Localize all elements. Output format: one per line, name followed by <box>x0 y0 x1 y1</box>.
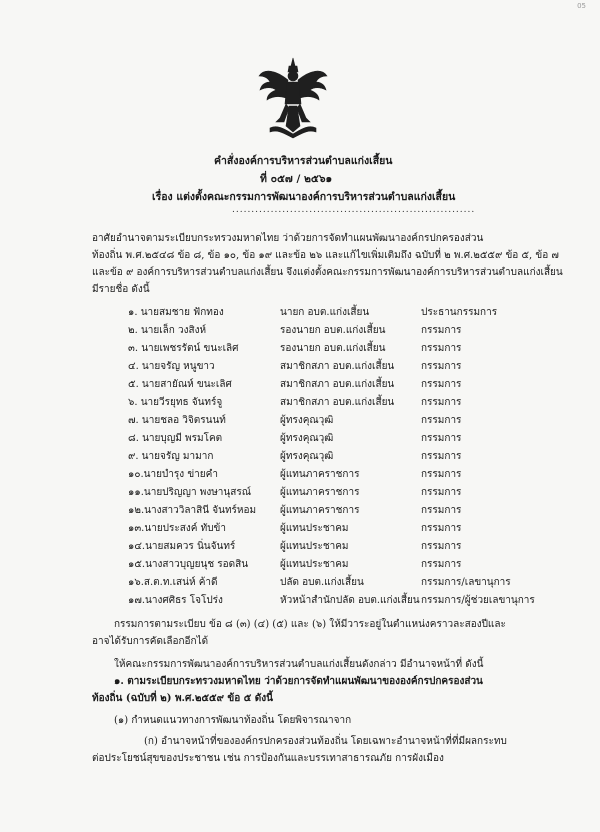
member-role: กรรมการ <box>421 559 462 570</box>
member-role: กรรมการ <box>421 415 462 426</box>
member-position: ผู้ทรงคุณวุฒิ <box>280 433 334 444</box>
member-name: ๑. นายสมชาย ฟักทอง <box>128 307 224 318</box>
member-position: สมาชิกสภา อบต.แก่งเสี้ยน <box>280 379 395 390</box>
member-role: กรรมการ <box>421 433 462 444</box>
member-position: ผู้ทรงคุณวุฒิ <box>280 415 334 426</box>
member-name: ๑๔.นายสมควร นิ่นจันทร์ <box>128 541 236 552</box>
member-name: ๑๕.นางสาวบุญยนุช รอดสิน <box>128 559 249 570</box>
member-role: กรรมการ <box>421 505 462 516</box>
member-role: กรรมการ <box>421 379 462 390</box>
member-role: กรรมการ <box>421 523 462 534</box>
term-line-1: กรรมการตามระเบียบ ข้อ ๘ (๓) (๔) (๕) และ (๖) ให้มีวาระอยู่ในตำแหน่งคราวละสองปีและ <box>114 619 506 630</box>
member-role: กรรมการ <box>421 541 462 552</box>
intro-line-3: และข้อ ๙ องค์การบริหารส่วนตำบลแก่งเสี้ยน จึงแต่งตั้งคณะกรรมการพัฒนาองค์การบริหารส่วนตำบลแก่งเสี้ยน <box>92 267 563 278</box>
term-line-2: อาจได้รับการคัดเลือกอีกได้ <box>92 636 209 647</box>
order-subject: เรื่อง แต่งตั้งคณะกรรมการพัฒนาองค์การบริหารส่วนตำบลแก่งเสี้ยน <box>152 191 456 203</box>
member-position: ผู้แทนประชาคม <box>280 541 349 552</box>
member-position: สมาชิกสภา อบต.แก่งเสี้ยน <box>280 361 395 372</box>
member-position: ผู้ทรงคุณวุฒิ <box>280 451 334 462</box>
duty-item-1a-line-2: ต่อประโยชน์สุขของประชาชน เช่น การป้องกันและบรรเทาสาธารณภัย การผังเมือง <box>92 753 444 764</box>
member-name: ๑๖.ส.ต.ท.เสน่ห์ ค้าดี <box>128 577 218 588</box>
member-name: ๑๗.นางศศิธร โจโปร่ง <box>128 595 223 606</box>
intro-line-1: อาศัยอำนาจตามระเบียบกระทรวงมหาดไทย ว่าด้วยการจัดทำแผนพัฒนาองค์กรปกครองส่วน <box>92 233 484 244</box>
duty-intro: ให้คณะกรรมการพัฒนาองค์การบริหารส่วนตำบลแก่งเสี้ยนดังกล่าว มีอำนาจหน้าที่ ดังนี้ <box>114 659 484 670</box>
dotted-separator: ............................................................... <box>232 205 476 215</box>
intro-line-4: มีรายชื่อ ดังนี้ <box>92 284 150 295</box>
member-position: ผู้แทนประชาคม <box>280 523 349 534</box>
order-number: ที่ ๐๕๗ / ๒๕๖๑ <box>260 173 333 185</box>
garuda-emblem-icon <box>256 56 330 142</box>
rule-heading-line-1: ๑. ตามระเบียบกระทรวงมหาดไทย ว่าด้วยการจัดทำแผนพัฒนาขององค์กรปกครองส่วน <box>114 676 483 687</box>
rule-heading-line-2: ท้องถิ่น (ฉบับที่ ๒) พ.ศ.๒๕๕๙ ข้อ ๕ ดังนี้ <box>92 693 273 704</box>
duty-item-1: (๑) กำหนดแนวทางการพัฒนาท้องถิ่น โดยพิจารณาจาก <box>114 715 352 726</box>
member-role: กรรมการ <box>421 397 462 408</box>
page-corner-mark: 05 <box>577 2 586 10</box>
member-position: นายก อบต.แก่งเสี้ยน <box>280 307 370 318</box>
member-role: กรรมการ <box>421 325 462 336</box>
member-role: ประธานกรรมการ <box>421 307 498 318</box>
member-name: ๔. นายจรัญ หนูขาว <box>128 361 215 372</box>
member-name: ๒. นายเล็ก วงสิงห์ <box>128 325 207 336</box>
member-position: รองนายก อบต.แก่งเสี้ยน <box>280 325 386 336</box>
member-position: ผู้แทนภาคราชการ <box>280 469 360 480</box>
member-role: กรรมการ <box>421 487 462 498</box>
member-role: กรรมการ <box>421 451 462 462</box>
member-name: ๑๐.นายบำรุง ข่ายคำ <box>128 469 218 480</box>
member-position: สมาชิกสภา อบต.แก่งเสี้ยน <box>280 397 395 408</box>
member-name: ๖. นายวีรยุทธ จันทร์จู <box>128 397 223 408</box>
member-name: ๘. นายบุญมี พรมโคต <box>128 433 223 444</box>
member-position: ปลัด อบต.แก่งเสี้ยน <box>280 577 364 588</box>
member-name: ๓. นายเพชรรัตน์ ขนะเลิศ <box>128 343 239 354</box>
member-name: ๑๓.นายประสงค์ ทับข้า <box>128 523 227 534</box>
member-name: ๗. นายชลอ วิจิตรนนท์ <box>128 415 226 426</box>
member-name: ๑๒.นางสาววิลาสินี จันทร์หอม <box>128 505 257 516</box>
member-position: หัวหน้าสำนักปลัด อบต.แก่งเสี้ยน <box>280 595 420 606</box>
member-name: ๕. นายสายัณห์ ขนะเลิศ <box>128 379 232 390</box>
member-role: กรรมการ/ผู้ช่วยเลขานุการ <box>421 595 535 606</box>
member-position: ผู้แทนภาคราชการ <box>280 487 360 498</box>
member-position: ผู้แทนภาคราชการ <box>280 505 360 516</box>
member-name: ๑๑.นายปริญญา พงษานุสรณ์ <box>128 487 252 498</box>
member-role: กรรมการ <box>421 343 462 354</box>
order-title: คำสั่งองค์การบริหารส่วนตำบลแก่งเสี้ยน <box>214 155 393 167</box>
member-role: กรรมการ <box>421 469 462 480</box>
member-position: รองนายก อบต.แก่งเสี้ยน <box>280 343 386 354</box>
member-role: กรรมการ <box>421 361 462 372</box>
member-role: กรรมการ/เลขานุการ <box>421 577 511 588</box>
member-name: ๙. นายจรัญ มามาก <box>128 451 214 462</box>
member-position: ผู้แทนประชาคม <box>280 559 349 570</box>
intro-line-2: ท้องถิ่น พ.ศ.๒๕๔๘ ข้อ ๘, ข้อ ๑๐, ข้อ ๑๙ และข้อ ๒๖ และแก้ไขเพิ่มเติมถึง ฉบับที่ ๒ พ.ศ.๒๕๕๙ ข้อ ๕, ข้อ ๗ <box>92 250 559 261</box>
duty-item-1a-line-1: (ก) อำนาจหน้าที่ขององค์กรปกครองส่วนท้องถิ่น โดยเฉพาะอำนาจหน้าที่ที่มีผลกระทบ <box>144 736 507 747</box>
